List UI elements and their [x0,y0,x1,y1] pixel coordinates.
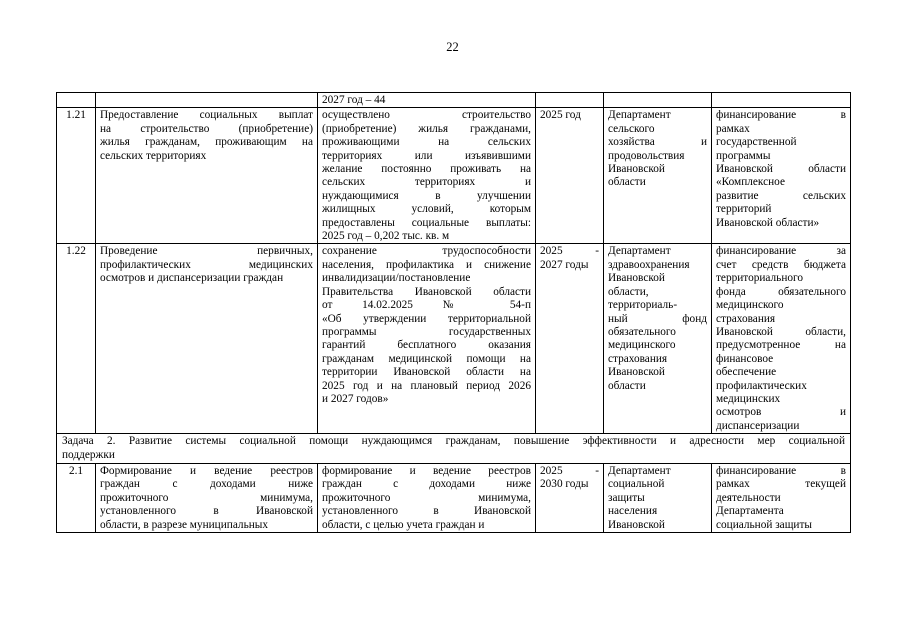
cell-line: сельских территориях [100,149,207,162]
cell-result [318,463,536,532]
cell-line: Задача 2. Развитие системы социальной помощи нуждающимся гражданам, повышение эффективности и адресности мер социальной [62,435,845,448]
cell-line: диспансеризации [716,419,800,432]
cell-line: осуществлено строительство [322,109,531,122]
cell-term [536,93,604,108]
cell-line: социальной защиты [716,518,812,531]
cell-line: жилищных условий, которым [322,203,531,216]
cell-measure [96,244,318,434]
cell-line: программы государственных [322,325,531,338]
cell-line: социальной [608,478,665,491]
task-row [57,434,851,464]
cell-line: Ивановской области [716,163,846,176]
cell-term [536,108,604,244]
cell-line: области, в разрезе муниципальных [100,518,269,531]
cell-line: Ивановской [608,272,665,285]
cell-line: на строительство (приобретение) [100,122,313,135]
cell-line: 2025 - [540,245,599,258]
cell-line: Ивановской [608,163,665,176]
cell-line: страхования [716,312,776,325]
cell-line: развитие сельских [716,189,846,202]
cell-line: продовольствия [608,149,685,162]
cell-line: хозяйства и [608,136,707,149]
cell-line: счет средств бюджета [716,258,846,271]
cell-line: 2025 - [540,464,599,477]
cell-line: Формирование и ведение реестров [100,464,313,477]
table-row [57,463,851,532]
cell-line: сельских территориях и [322,176,531,189]
cell-line: прожиточного минимума, [322,491,531,504]
cell-line: установленного в Ивановской [100,505,313,518]
cell-line: Департамент [608,464,671,477]
cell-line: предусмотренное на [716,339,846,352]
cell-line: желание постоянно проживать на [322,163,531,176]
cell-measure [96,93,318,108]
cell-executor [604,108,712,244]
cell-num: 1.22 [57,244,96,434]
cell-line: 2025 год – 0,202 тыс. кв. м [322,230,450,243]
cell-executor [604,463,712,532]
cell-num: 2.1 [57,463,96,532]
cell-line: осмотров и диспансеризации граждан [100,272,284,285]
cell-line: поддержки [62,448,115,461]
cell-line: профилактических [716,379,807,392]
cell-result [318,108,536,244]
cell-num: 1.21 [57,108,96,244]
task-heading [57,434,851,464]
cell-line: формирование и ведение реестров [322,464,531,477]
cell-line: граждан с доходами ниже [100,478,313,491]
cell-line: населения, профилактика и снижение [322,258,531,271]
cell-term [536,244,604,434]
cell-line: территориаль- [608,299,678,312]
cell-line: и 2027 годов» [322,392,389,405]
cell-line: осмотров и [716,406,846,419]
cell-line: Проведение первичных, [100,245,313,258]
cell-line: области [608,176,646,189]
cell-line: сохранение трудоспособности [322,245,531,258]
cell-line: государственной [716,136,797,149]
cell-line: здравоохранения [608,258,690,271]
cell-line: защиты [608,491,645,504]
cell-line: населения [608,505,658,518]
cell-line: сельского [608,122,655,135]
cell-line: установленного в Ивановской [322,505,531,518]
cell-line: территориального [716,272,804,285]
cell-line: (приобретение) жилья гражданами, [322,122,531,135]
cell-line: прожиточного минимума, [100,491,313,504]
cell-line: Правительства Ивановской области [322,285,531,298]
cell-executor [604,244,712,434]
cell-num [57,93,96,108]
cell-line: программы [716,149,771,162]
cell-line: 2030 годы [540,478,589,491]
cell-line: жилья гражданам, проживающим на [100,136,313,149]
cell-line: проживающими на сельских [322,136,531,149]
cell-line: медицинских [716,392,781,405]
table-row-continuation [57,93,851,108]
cell-line: 2027 годы [540,258,589,271]
cell-line: медицинского [608,339,676,352]
cell-line: нуждающимися в улучшении [322,189,531,202]
cell-line: деятельности [716,491,781,504]
cell-executor [604,93,712,108]
cell-line: от 14.02.2025 № 54-п [322,299,531,312]
cell-financing [712,244,851,434]
cell-line: области, с целью учета граждан и [322,518,485,531]
cell-line: рамках текущей [716,478,846,491]
cell-line: «Комплексное [716,176,785,189]
cell-line: страхования [608,352,668,365]
cell-term [536,463,604,532]
cell-line: гражданам медицинской помощи на [322,352,531,365]
measures-table [56,92,851,533]
page-number: 22 [446,40,459,54]
cell-line: гарантий бесплатного оказания [322,339,531,352]
cell-line: финансирование за [716,245,846,258]
cell-line: Департамент [608,245,671,258]
cell-line: граждан с доходами ниже [322,478,531,491]
cell-line: Департамента [716,505,784,518]
cell-line: области, [608,285,649,298]
cell-line: финансовое [716,352,774,365]
cell-line: Предоставление социальных выплат [100,109,313,122]
cell-line: инвалидизации/постановление [322,272,471,285]
cell-line: ный фонд [608,312,707,325]
cell-line: предоставлены социальные выплаты: [322,216,531,229]
cell-line: обязательного [608,325,676,338]
cell-line: обеспечение [716,366,777,379]
table-row [57,108,851,244]
cell-line: территории Ивановской области на [322,366,531,379]
cell-financing [712,93,851,108]
cell-financing [712,463,851,532]
cell-line: «Об утверждении территориальной [322,312,531,325]
cell-line: 2025 год и на плановый период 2026 [322,379,531,392]
cell-line: медицинского [716,299,784,312]
cell-line: финансирование в [716,109,846,122]
cell-line: Ивановской [608,518,665,531]
cell-line: территорий [716,203,772,216]
cell-line: области [608,379,646,392]
table-row [57,244,851,434]
cell-line: рамках [716,122,750,135]
cell-line: профилактических медицинских [100,258,313,271]
cell-result: 2027 год – 44 [318,93,536,108]
cell-line: Ивановской области, [716,325,846,338]
cell-financing [712,108,851,244]
cell-measure [96,463,318,532]
cell-line: Ивановской области» [716,216,820,229]
cell-line: фонда обязательного [716,285,846,298]
cell-line: 2025 год [540,109,581,122]
cell-line: финансирование в [716,464,846,477]
cell-line: Департамент [608,109,671,122]
cell-line: Ивановской [608,366,665,379]
cell-measure [96,108,318,244]
cell-line: территориях или изъявившими [322,149,531,162]
cell-result [318,244,536,434]
